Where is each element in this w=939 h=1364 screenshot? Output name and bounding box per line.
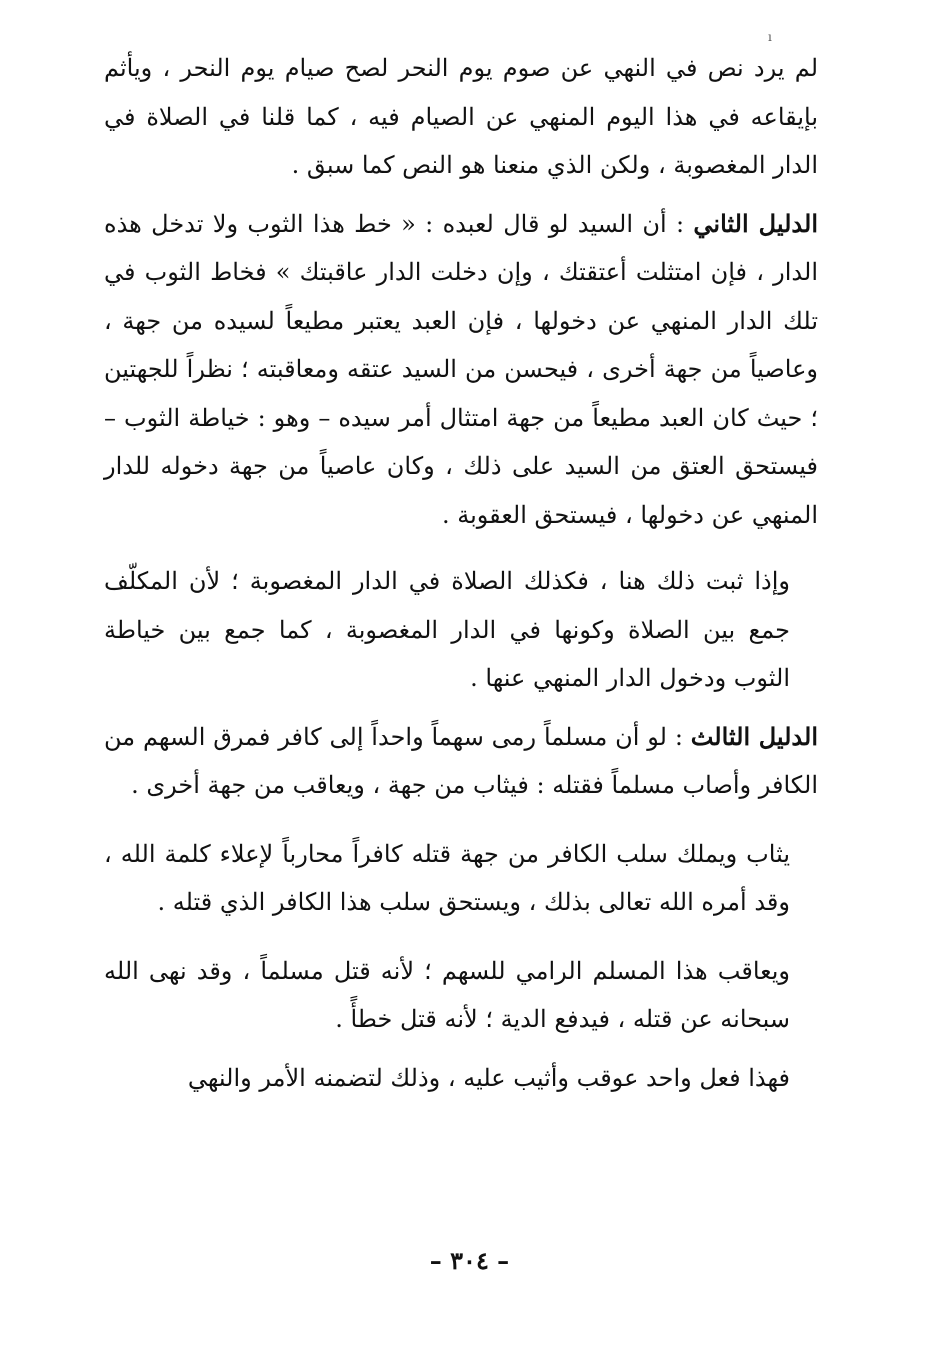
paragraph-text: وإذا ثبت ذلك هنا ، فكذلك الصلاة في الدار المغصوبة ؛ لأن المكلّف جمع بين الصلاة وكونها في الدار المغصوبة ، كما جمع بين خياطة الثوب ودخول الدار المنهي عنها . — [104, 567, 790, 692]
paragraph-second-evidence — [104, 200, 818, 540]
page-body — [104, 44, 818, 1102]
paragraph-third-evidence — [104, 713, 818, 810]
paragraph-analogy — [104, 557, 818, 703]
paragraph-text: لم يرد نص في النهي عن صوم يوم النحر لصح صيام يوم النحر ، ويأثم بإيقاعه في هذا اليوم المنهي عن الصيام فيه ، كما قلنا في الصلاة في الدار المغصوبة ، ولكن الذي منعنا هو النص كما سبق . — [104, 54, 818, 179]
paragraph-text: يثاب ويملك سلب الكافر من جهة قتله كافراً محارباً لإعلاء كلمة الله ، وقد أمره الله تعالى بذلك ، ويستحق سلب هذا الكافر الذي قتله . — [104, 839, 790, 916]
paragraph-text: ويعاقب هذا المسلم الرامي للسهم ؛ لأنه قتل مسلماً ، وقد نهى الله سبحانه عن قتله ، فيدفع الدية ؛ لأنه قتل خطأً . — [104, 956, 790, 1033]
paragraph-reward — [104, 830, 818, 927]
paragraph-text: فهذا فعل واحد عوقب وأثيب عليه ، وذلك لتضمنه الأمر والنهي — [187, 1063, 790, 1092]
corner-mark: ı — [768, 30, 772, 44]
paragraph-conclusion — [104, 1054, 818, 1103]
paragraph-punishment — [104, 947, 818, 1044]
section-heading-third-evidence: الدليل الثالث — [690, 721, 819, 751]
paragraph-text: : أن السيد لو قال لعبده : « خط هذا الثوب ولا تدخل هذه الدار ، فإن امتثلت أعتقتك ، وإن دخلت الدار عاقبتك » فخاط الثوب في تلك الدار المنهي عن دخولها ، فإن العبد يعتبر مطيعاً لسيده من جهة ، وعاصياً من جهة أخرى ، فيحسن من السيد عتقه ومعاقبته ؛ نظراً للجهتين ؛ حيث كان العبد مطيعاً من جهة امتثال أمر سيده – وهو : خياطة الثوب – فيستحق العتق من السيد على ذلك ، وكان عاصياً من جهة دخوله للدار المنهي عن دخولها ، فيستحق العقوبة . — [104, 209, 818, 529]
paragraph-intro-continuation — [104, 44, 818, 190]
section-heading-second-evidence: الدليل الثاني — [693, 208, 818, 238]
page-number: – ٣٠٤ – — [429, 1246, 510, 1275]
paragraph-text: : لو أن مسلماً رمى سهماً واحداً إلى كافر فمرق السهم من الكافر وأصاب مسلماً فقتله : فيثاب من جهة ، ويعاقب من جهة أخرى . — [104, 722, 818, 799]
